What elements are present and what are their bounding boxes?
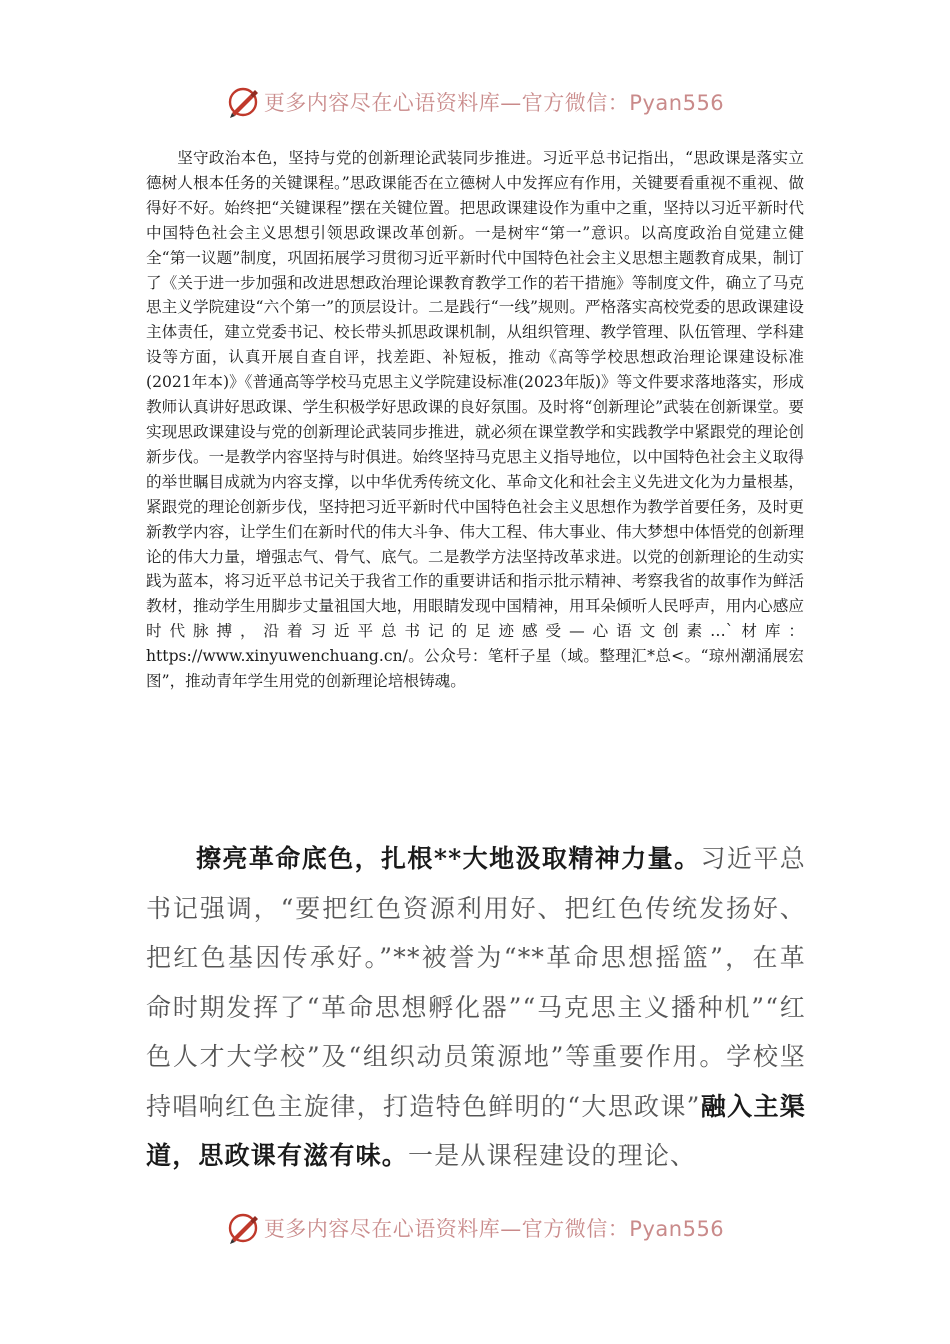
paragraph-2-lead: 擦亮革命底色，扎根**大地汲取精神力量。 — [196, 844, 701, 873]
banner-text: 更多内容尽在心语资料库—官方微信：Pyan556 — [263, 91, 725, 115]
banner-text: 更多内容尽在心语资料库—官方微信：Pyan556 — [263, 1217, 725, 1241]
pen-logo-icon — [226, 1211, 260, 1245]
paragraph-2 — [146, 834, 806, 1181]
paragraph-2-subheading: 融入主渠道，思政课有滋有味。 — [146, 1091, 806, 1170]
footer-banner — [0, 1210, 950, 1246]
header-banner — [0, 84, 950, 120]
paragraph-2-text-2: 一是从课程建设的理论、 — [408, 1141, 697, 1170]
paragraph-2-text-1: 习近平总书记强调，“要把红色资源利用好、把红色传统发扬好、把红色基因传承好。”**被誉为“**革命思想摇篮”，在革命时期发挥了“革命思想孵化器”“马克思主义播种机”“红色人才大学校”及“组织动员策源地”等重要作用。学校坚持唱响红色主旋律，打造特色鲜明的“大思政课” — [146, 844, 806, 1121]
paragraph-1: 坚守政治本色，坚持与党的创新理论武装同步推进。习近平总书记指出，“思政课是落实立德树人根本任务的关键课程。”思政课能否在立德树人中发挥应有作用，关键要看重视不重视、做得好不好。始终把“关键课程”摆在关键位置。把思政课建设作为重中之重，坚持以习近平新时代中国特色社会主义思想引领思政课改革创新。一是树牢“第一”意识。以高度政治自觉建立健全“第一议题”制度，巩固拓展学习贯彻习近平新时代中国特色社会主义思想主题教育成果，制订了《关于进一步加强和改进思想政治理论课教育教学工作的若干措施》等制度文件，确立了马克思主义学院建设“六个第一”的顶层设计。二是践行“一线”规则。严格落实高校党委的思政课建设主体责任，建立党委书记、校长带头抓思政课机制，从组织管理、教学管理、队伍管理、学科建设等方面，认真开展自查自评，找差距、补短板，推动《高等学校思想政治理论课建设标准(2021年本)》《普通高等学校马克思主义学院建设标准(2023年版)》等文件要求落地落实，形成教师认真讲好思政课、学生积极学好思政课的良好氛围。及时将“创新理论”武装在创新课堂。要实现思政课建设与党的创新理论武装同步推进，就必须在课堂教学和实践教学中紧跟党的理论创新步伐。一是教学内容坚持与时俱进。始终坚持马克思主义指导地位，以中国特色社会主义取得的举世瞩目成就为内容支撑，以中华优秀传统文化、革命文化和社会主义先进文化为力量根基，紧跟党的理论创新步伐，坚持把习近平新时代中国特色社会主义思想作为教学首要任务，及时更新教学内容，让学生们在新时代的伟大斗争、伟大工程、伟大事业、伟大梦想中体悟党的创新理论的伟大力量，增强志气、骨气、底气。二是教学方法坚持改革求进。以党的创新理论的生动实践为蓝本，将习近平总书记关于我省工作的重要讲话和指示批示精神、考察我省的故事作为鲜活教材，推动学生用脚步丈量祖国大地，用眼睛发现中国精神，用耳朵倾听人民呼声，用内心感应时代脉搏，沿着习近平总书记的足迹感受—心语文创素…`材库：https://www.xinyuwenchuang.cn/。公众号：笔杆子星（域。整理汇*总<。“琼州潮涌展宏图”，推动青年学生用党的创新理论培根铸魂。 — [146, 149, 804, 691]
pen-logo-icon — [226, 85, 260, 119]
